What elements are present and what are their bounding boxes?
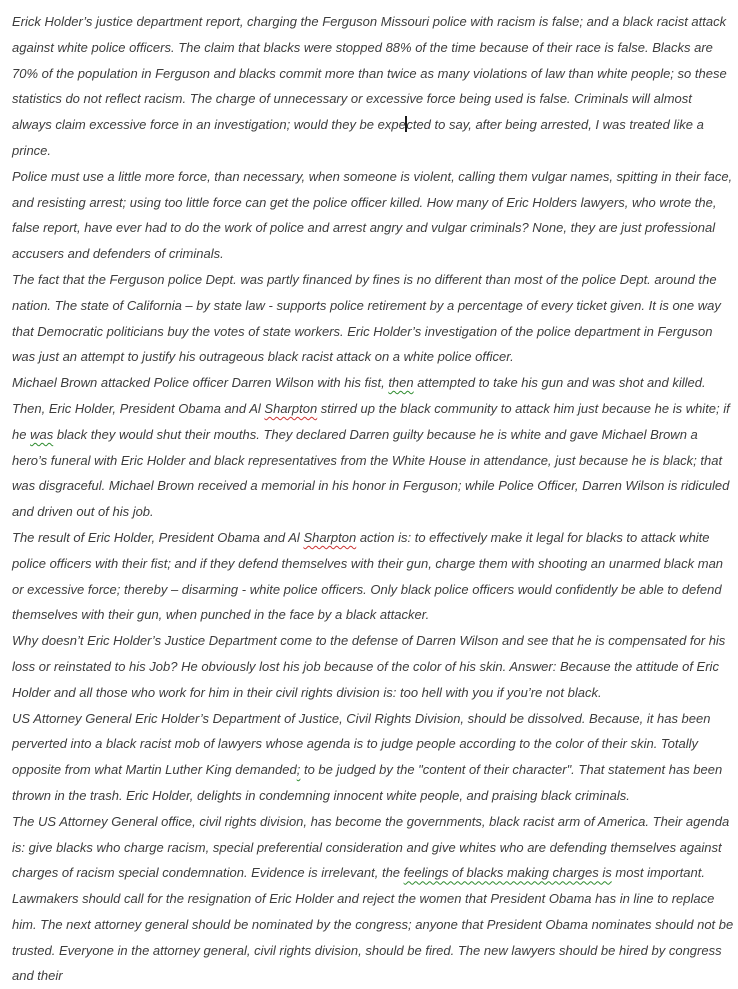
text-run: cted to say, after being arrested, I was treated like a prince. [12,117,708,158]
text-run: Erick Holder’s justice department report, charging the Ferguson Missouri police with racism is false; and a black racist attack against white police officers. The claim that blacks were stopped 88% of the time because of their race is false. Blacks are 70% of the population in Ferguson and blacks commit more than twice as many violations of law than white people; so these statistics do not reflect racism. The charge of unnecessary or excessive force being used is false. Criminals will almost always claim excessive force in an investigation; would they be expe [12,14,731,133]
text-run: US Attorney General Eric Holder’s Department of Justice, Civil Rights Division, should be dissolved. Because, it has been perverted into a black racist mob of lawyers whose agenda is to judge people according to the color of their skin. Totally opposite from what Martin Luther King demanded [12,710,715,778]
paragraph [12,628,734,705]
paragraph [12,525,734,628]
grammar-error-run: then [388,375,414,391]
spelling-error-run: Sharpton [264,400,318,416]
text-run: black they would shut their mouths. They declared Darren guilty because he is white and gave Michael Brown a hero’s funeral with Eric Holder and black representatives from the White House in attendance, just because he is black; that was disgraceful. Michael Brown received a memorial in his honor in Ferguson; while Police Officer, Darren Wilson is ridiculed and driven out of his job. [12,426,733,520]
paragraph [12,886,737,989]
document-text [12,9,737,989]
paragraph [12,267,734,370]
text-run: most important. [611,865,705,881]
grammar-error-run: was [30,426,54,442]
paragraph [12,809,734,886]
text-run: action is: to effectively make it legal for blacks to attack white police officers with their fist; and if they defend themselves with their gun, charge them with shooting an unarmed black man or excessive force; thereby – disarming - white police officers. Only black police officers would confidently be able to defend themselves with their gun, when punched in the face by a black attacker. [12,529,727,623]
grammar-error-run: ; [296,762,301,778]
text-run: to be judged by the "content of their character". That statement has been thrown in the trash. Eric Holder, delights in condemning innocent white people, and praising black criminals. [12,762,726,803]
text-run: Why doesn’t Eric Holder’s Justice Department come to the defense of Darren Wilson and see that he is compensated for his loss or reinstated to his Job? He obviously lost his job because of the color of his skin. Answer: Because the attitude of Eric Holder and all those who work for him in their civil rights division is: too hell with you if you’re not black. [12,633,729,700]
text-run: The US Attorney General office, civil rights division, has become the governments, black racist arm of America. Their agenda is: give blacks who charge racism, special preferential consideration and give whites who are defending themselves against charges of racism special condemnation. Evidence is irrelevant, the [12,813,733,881]
paragraph [12,706,734,809]
paragraph [12,164,734,267]
text-run: The result of Eric Holder, President Obama and Al [12,529,304,545]
paragraph [12,9,734,164]
text-run: Michael Brown attacked Police officer Darren Wilson with his fist, [12,375,389,391]
text-run: Police must use a little more force, than necessary, when someone is violent, calling them vulgar names, spitting in their face, and resisting arrest; using too little force can get the police officer killed. How many of Eric Holders lawyers, who wrote the, false report, have ever had to do the work of police and arrest angry and vulgar criminals? None, they are just professional accusers and defenders of criminals. [12,168,736,262]
paragraph [12,370,734,525]
text-run: The fact that the Ferguson police Dept. was partly financed by fines is no different than most of the police Dept. around the nation. The state of California – by state law - supports police retirement by a percentage of every ticket given. It is one way that Democratic politicians buy the votes of state workers. Eric Holder’s investigation of the police department in Ferguson was just an attempt to justify his outrageous black racist attack on a white police officer. [12,271,725,365]
text-run: attempted to take his gun and was shot and killed. Then, Eric Holder, President Obama and Al [12,375,710,416]
spelling-error-run: Sharpton [303,529,357,545]
text-run: Lawmakers should call for the resignation of Eric Holder and reject the women that President Obama has in line to replace him. The next attorney general should be nominated by the congress; anyone that President Obama nominates should not be trusted. Everyone in the attorney general, civil rights division, should be fired. The new lawyers should be hired by congress and their [12,891,737,984]
text-run: stirred up the black community to attack him just because he is white; if he [12,400,734,442]
grammar-error-run: feelings of blacks making charges is [403,865,612,881]
